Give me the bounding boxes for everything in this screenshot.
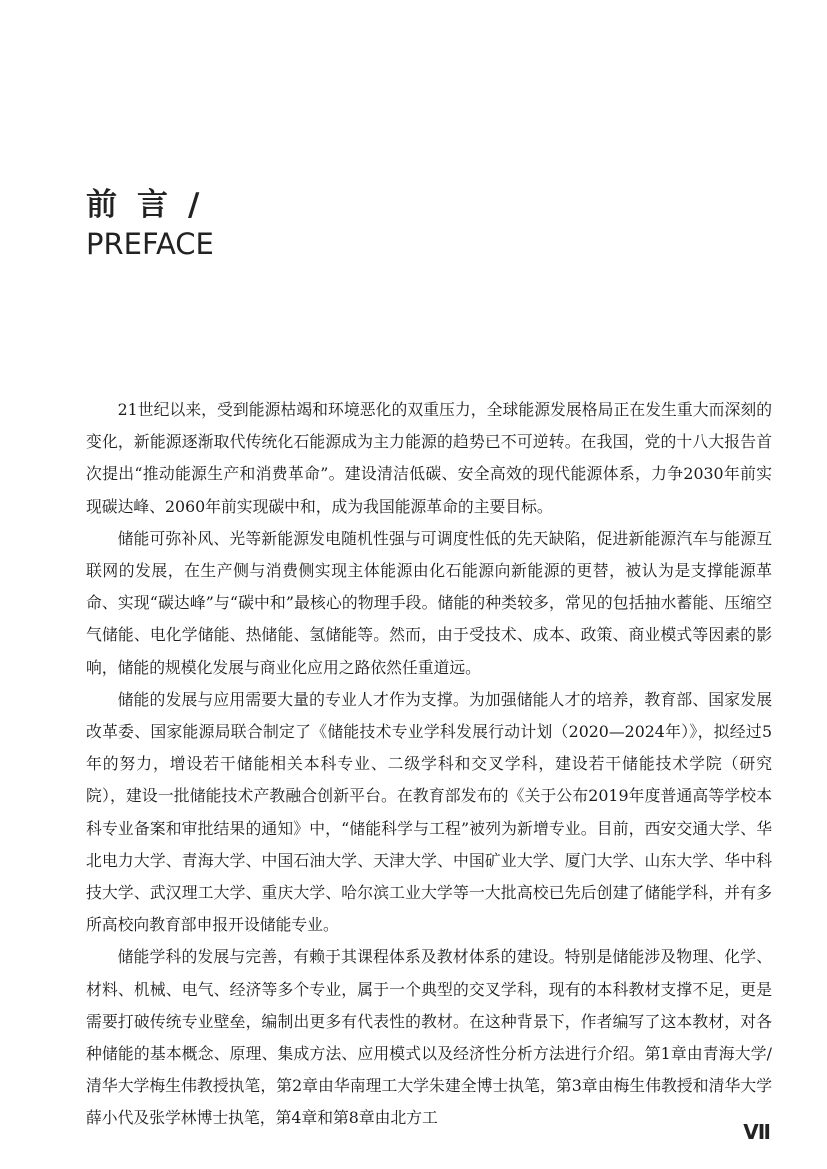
heading-chinese: 前言/: [86, 187, 220, 223]
page-number: Ⅶ: [743, 1120, 771, 1144]
paragraph-3: 储能的发展与应用需要大量的专业人才作为支撑。为加强储能人才的培养，教育部、国家发展改革委、国家能源局联合制定了《储能技术专业学科发展行动计划（2020—2024年）》，拟经过5年的努力，增设若干储能相关本科专业、二级学科和交叉学科，建设若干储能技术学院（研究院），建设一批储能技术产教融合创新平台。在教育部发布的《关于公布2019年度普通高等学校本科专业备案和审批结果的通知》中，“储能科学与工程”被列为新增专业。目前，西安交通大学、华北电力大学、青海大学、中国石油大学、天津大学、中国矿业大学、厦门大学、山东大学、华中科技大学、武汉理工大学、重庆大学、哈尔滨工业大学等一大批高校已先后创建了储能学科，并有多所高校向教育部申报开设储能专业。: [86, 689, 772, 935]
paragraph-2: 储能可弥补风、光等新能源发电随机性强与可调度性低的先天缺陷，促进新能源汽车与能源互联网的发展，在生产侧与消费侧实现主体能源由化石能源向新能源的更替，被认为是支撑能源革命、实现“碳达峰”与“碳中和”最核心的物理手段。储能的种类较多，常见的包括抽水蓄能、压缩空气储能、电化学储能、热储能、氢储能等。然而，由于受技术、成本、政策、商业模式等因素的影响，储能的规模化发展与商业化应用之路依然任重道远。: [86, 528, 772, 677]
paragraph-1: 21世纪以来，受到能源枯竭和环境恶化的双重压力，全球能源发展格局正在发生重大而深刻的变化，新能源逐渐取代传统化石能源成为主力能源的趋势已不可逆转。在我国，党的十八大报告首次提出“推动能源生产和消费革命”。建设清洁低碳、安全高效的现代能源体系，力争2030年前实现碳达峰、2060年前实现碳中和，成为我国能源革命的主要目标。: [86, 400, 772, 516]
heading-english: PREFACE: [86, 227, 214, 261]
preface-body: [86, 394, 772, 1135]
paragraph-4: 储能学科的发展与完善，有赖于其课程体系及教材体系的建设。特别是储能涉及物理、化学、材料、机械、电气、经济等多个专业，属于一个典型的交叉学科，现有的本科教材支撑不足，更是需要打破传统专业壁垒，编制出更多有代表性的教材。在这种背景下，作者编写了这本教材，对各种储能的基本概念、原理、集成方法、应用模式以及经济性分析方法进行介绍。第1章由青海大学/清华大学梅生伟教授执笔，第2章由华南理工大学朱建全博士执笔，第3章由梅生伟教授和清华大学薛小代及张学林博士执笔，第4章和第8章由北方工: [86, 947, 772, 1128]
chapter-heading: [86, 186, 219, 261]
